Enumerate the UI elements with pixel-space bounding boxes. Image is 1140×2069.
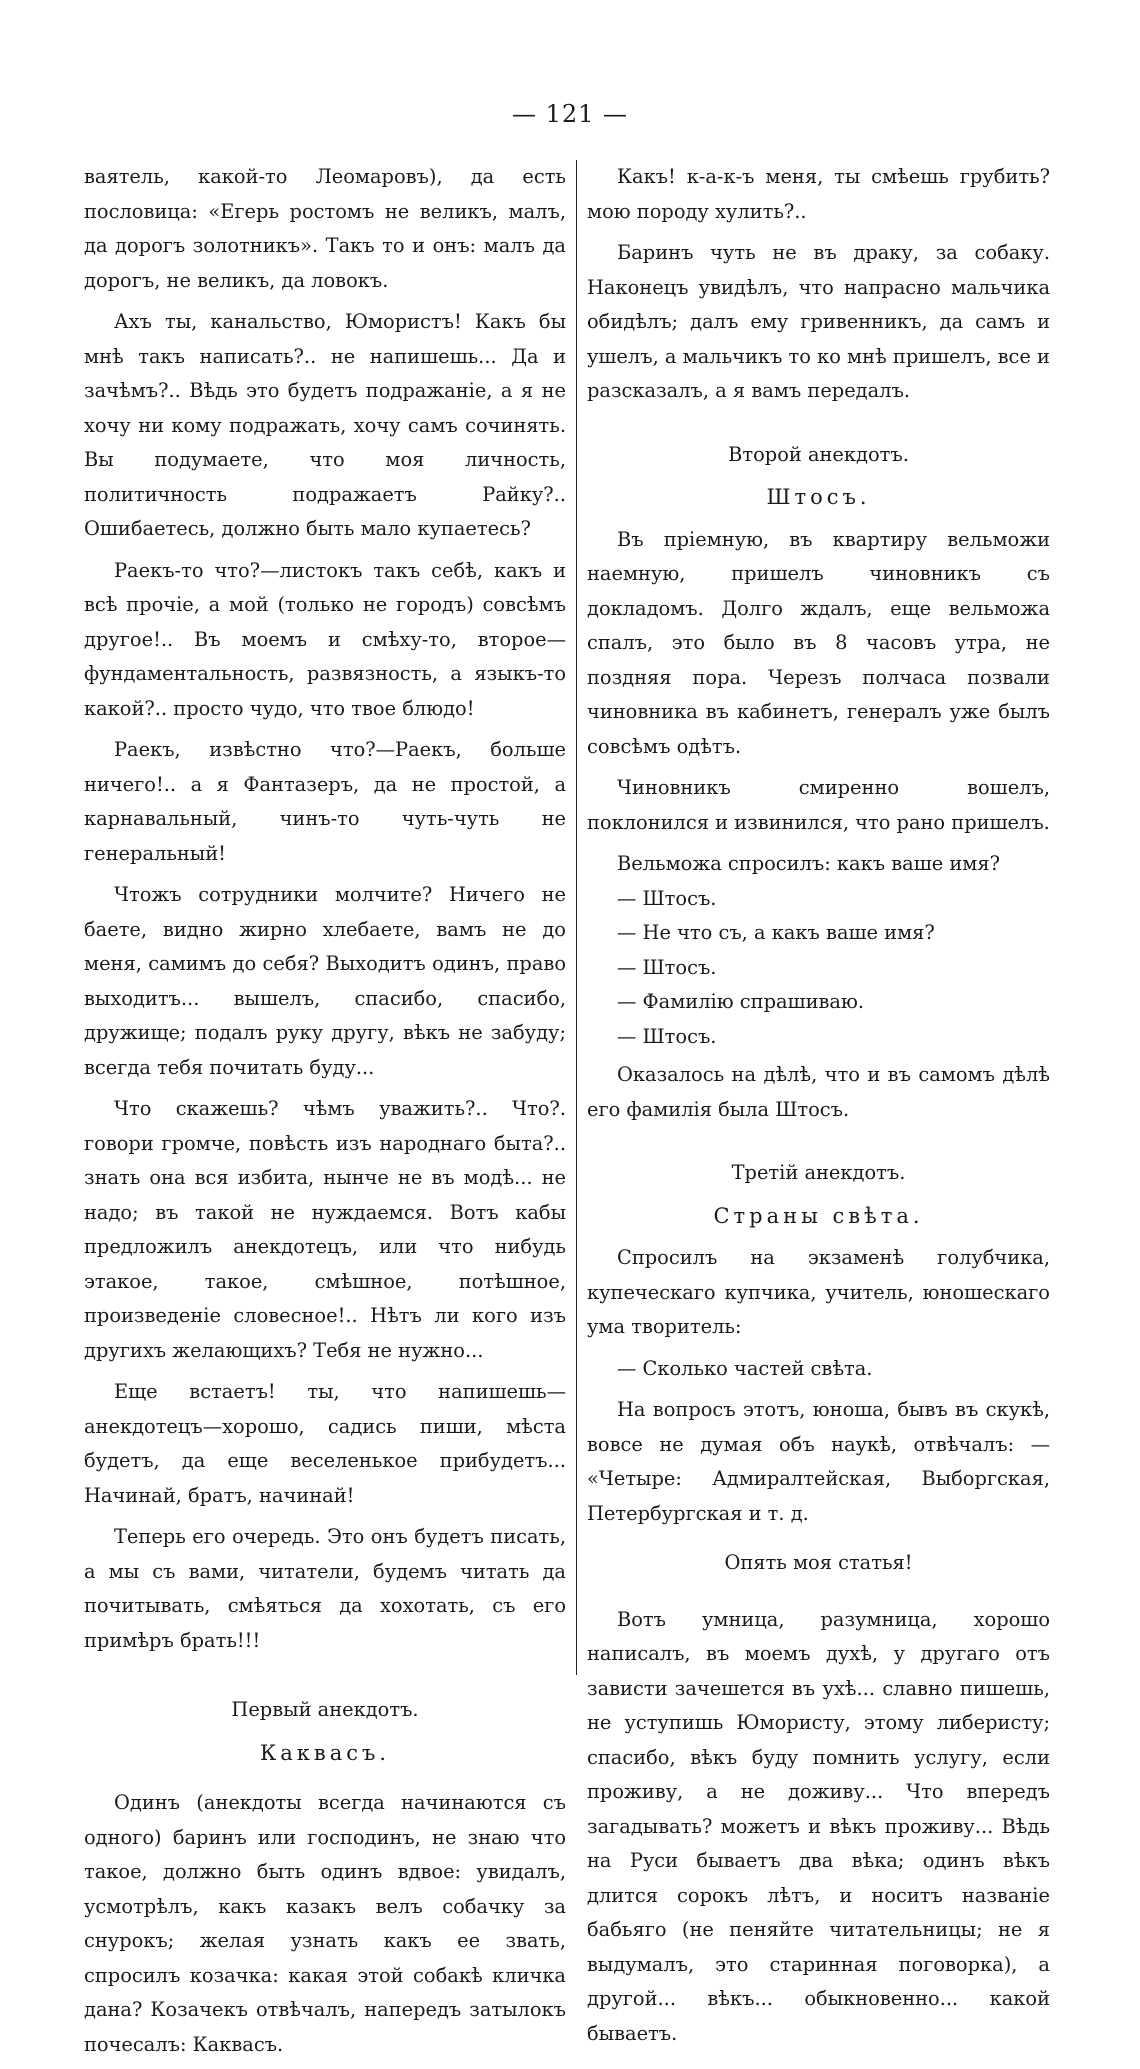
column-divider <box>576 160 577 1675</box>
paragraph: На вопросъ этотъ, юноша, бывъ въ скукѣ, вовсе не думая объ наукѣ, отвѣчалъ: — «Четыре: Адмиралтейская, Выборгская, Петербургская и т. д. <box>587 1398 1050 1525</box>
section-subheading-shtos: Штосъ. <box>766 485 871 509</box>
paragraph: Еще встаетъ! ты, что напишешь—анекдотецъ—хорошо, садись пиши, мѣста будетъ, да еще веселенькое прибудетъ... Начинай, братъ, начинай! <box>84 1380 566 1507</box>
paragraph: Чиновникъ смиренно вошелъ, поклонился и извинился, что рано пришелъ. <box>587 776 1050 834</box>
paragraph: Какъ! к-а-к-ъ меня, ты смѣешь грубить? мою породу хулить?.. <box>587 165 1050 223</box>
section-heading-second-anecdote: Второй анекдотъ. <box>728 442 909 466</box>
page-number: — 121 — <box>511 100 629 128</box>
section-subheading-strany-sveta: Страны свѣта. <box>713 1203 924 1228</box>
dialogue-line: — Штосъ. <box>617 886 717 910</box>
section-heading-third-anecdote: Третій анекдотъ. <box>731 1161 906 1184</box>
paragraph: Оказалось на дѣлѣ, что и въ самомъ дѣлѣ его фамилія была Штосъ. <box>587 1063 1050 1121</box>
paragraph: Раекъ-то что?—листокъ такъ себѣ, какъ и всѣ прочіе, а мой (только не городъ) совсѣмъ другое!.. Въ моемъ и смѣху-то, второе—фундаментальность, развязность, а языкъ-то какой?.. просто чудо, что твое блюдо! <box>84 558 566 720</box>
left-column <box>84 160 566 2069</box>
section-subheading-kakvas: Каквасъ. <box>259 1740 391 1765</box>
paragraph: Теперь его очередь. Это онъ будетъ писать, а мы съ вами, читатели, будемъ читать да почитывать, смѣяться да хохотать, съ его примѣръ брать!!! <box>84 1525 566 1652</box>
dialogue-line: — Фамилію спрашиваю. <box>617 990 865 1013</box>
paragraph: Что скажешь? чѣмъ уважить?.. Что?. говори громче, повѣсть изъ народнаго быта?.. знать она вся избита, нынче не въ модѣ... не надо; въ такой не нуждаемся. Вотъ кабы предложилъ анекдотецъ, или что нибудь этакое, такое, смѣшное, потѣшное, произведеніе словесное!.. Нѣтъ ли кого изъ другихъ желающихъ? Тебя не нужно... <box>84 1097 566 1362</box>
right-column <box>587 160 1050 2058</box>
paragraph: Баринъ чуть не въ драку, за собаку. Наконецъ увидѣлъ, что напрасно мальчика обидѣлъ; далъ ему гривенникъ, да самъ и ушелъ, а мальчикъ то ко мнѣ пришелъ, все и разсказалъ, а я вамъ передалъ. <box>587 241 1050 402</box>
paragraph: Вельможа спросилъ: какъ ваше имя? <box>617 852 1001 875</box>
paragraph: Въ пріемную, въ квартиру вельможи наемную, пришелъ чиновникъ съ докладомъ. Долго ждалъ, еще вельможа спалъ, это было въ 8 часовъ утра, не поздняя пора. Черезъ полчаса позвали чиновника въ кабинетъ, генералъ уже былъ совсѣмъ одѣтъ. <box>587 527 1050 758</box>
paragraph: Чтожъ сотрудники молчите? Ничего не баете, видно жирно хлебаете, вамъ не до меня, самимъ до себя? Выходитъ одинъ, право выходитъ... вышелъ, спасибо, спасибо, дружище; подалъ руку другу, вѣкъ не забуду; всегда тебя почитать буду... <box>84 883 566 1079</box>
dialogue-line: — Не что съ, а какъ ваше имя? <box>617 921 935 944</box>
dialogue-line: — Сколько частей свѣта. <box>617 1356 873 1380</box>
paragraph: ваятель, какой-то Леомаровъ), да есть пословица: «Егерь ростомъ не великъ, малъ, да дорогъ золотникъ». Такъ то и онъ: малъ да дорогъ, не великъ, да ловокъ. <box>84 165 566 292</box>
paragraph: Спросилъ на экзаменѣ голубчика, купеческаго купчика, учитель, юношескаго ума творитель: <box>587 1246 1050 1338</box>
paragraph: Раекъ, извѣстно что?—Раекъ, больше ничего!.. а я Фантазеръ, да не простой, а карнавальный, чинъ-то чуть-чуть не генеральный! <box>84 738 566 865</box>
dialogue-line: — Штосъ. <box>617 1024 717 1048</box>
paragraph: Ахъ ты, канальство, Юмористъ! Какъ бы мнѣ такъ написать?.. не напишешь... Да и зачѣмъ?.. Вѣдь это будетъ подражаніе, а я не хочу ни кому подражать, хочу самъ сочинять. Вы подумаете, что моя личность, политичность подражаетъ Райку?.. Ошибаетесь, должно быть мало купаетесь? <box>84 310 566 540</box>
dialogue-line: — Штосъ. <box>617 955 717 979</box>
paragraph: Вотъ умница, разумница, хорошо написалъ, въ моемъ духѣ, у другаго отъ зависти зачешется въ ухѣ... славно пишешь, не уступишь Юмористу, этому либеристу; спасибо, вѣкъ буду помнить услугу, если проживу, а не доживу... Что впередъ загадывать? можетъ и вѣкъ проживу... Вѣдь на Руси бываетъ два вѣка; одинъ вѣкъ длится сорокъ лѣтъ, и носитъ названіе бабьяго (не пеняйте читательницы; не я выдумалъ, это старинная поговорка), а другой... вѣкъ... обыкновенно... какой бываетъ. <box>587 1607 1050 2045</box>
paragraph: Одинъ (анекдоты всегда начинаются съ одного) баринъ или господинъ, не знаю что такое, должно быть одинъ вдвое: увидалъ, усмотрѣлъ, какъ казакъ велъ собачку за снурокъ; желая узнать какъ ее звать, спросилъ козачка: какая этой собакѣ кличка дана? Козачекъ отвѣчалъ, напередъ затылокъ почесалъ: Каквасъ. <box>84 1791 566 2056</box>
section-heading-my-article-again: Опять моя статья! <box>724 1551 913 1574</box>
section-heading-first-anecdote: Первый анекдотъ. <box>231 1698 419 1721</box>
